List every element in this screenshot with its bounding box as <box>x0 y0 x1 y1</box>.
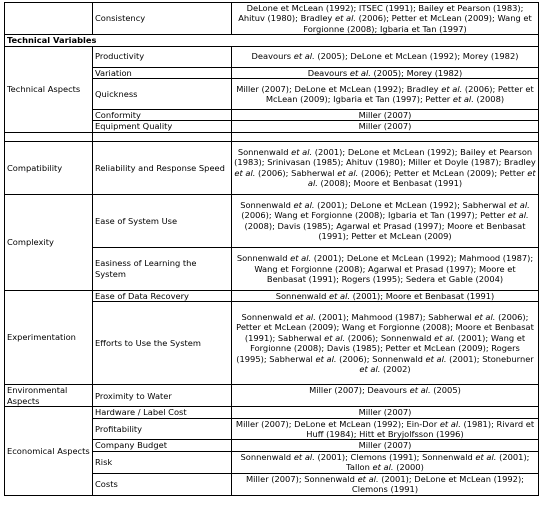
table-row <box>5 46 539 67</box>
table-row <box>5 141 539 194</box>
table-row <box>5 3 539 35</box>
criterion-cell: Ease of Data Recovery <box>93 290 232 301</box>
group-cell: Economical Aspects <box>5 407 93 495</box>
criterion-cell: Costs <box>93 473 232 495</box>
spacer-cell <box>232 132 539 141</box>
group-cell-empty <box>5 3 93 35</box>
criterion-cell: Proximity to Water <box>93 385 232 407</box>
table-row <box>5 385 539 407</box>
references-cell: Miller (2007); DeLone et McLean (1992); Bradley et al. (2006); Petter et McLean (2009); Igbaria et Tan (1997); Petter et al. (2008) <box>232 79 539 110</box>
criterion-cell: Efforts to Use the System <box>93 302 232 385</box>
section-title: Technical Variables <box>5 35 539 46</box>
criterion-cell: Conformity <box>93 110 232 121</box>
criterion-cell: Consistency <box>93 3 232 35</box>
section-header-row <box>5 35 539 46</box>
criterion-cell: Quickness <box>93 79 232 110</box>
references-cell: Sonnenwald et al. (2001); DeLone et McLean (1992); Sabherwal et al. (2006); Wang et Forgionne (2008); Igbaria et Tan (1997); Petter et al. (2008); Davis (1985); Agarwal et Prasad (1997); Moore et Benbasat (1991); Petter et McLean (2009) <box>232 194 539 247</box>
spacer-cell <box>5 132 93 141</box>
references-cell: Miller (2007) <box>232 407 539 418</box>
group-cell: Technical Aspects <box>5 46 93 132</box>
criterion-cell: Ease of System Use <box>93 194 232 247</box>
criterion-cell: Equipment Quality <box>93 121 232 132</box>
references-cell: Sonnenwald et al. (2001); DeLone et McLean (1992); Mahmood (1987); Wang et Forgionne (2008); Agarwal et Prasad (1997); Moore et Benbasat (1991); Rogers (1995); Sedera et Gable (2004) <box>232 247 539 290</box>
spacer-cell <box>93 132 232 141</box>
table-row <box>5 290 539 301</box>
group-cell: Compatibility <box>5 141 93 194</box>
references-cell: Sonnenwald et al. (2001); DeLone et McLean (1992); Bailey et Pearson (1983); Srinivasan (1985); Ahituv (1980); Miller et Doyle (1987); Bradley et al. (2006); Sabherwal et al. (2006); Petter et McLean (2009); Petter et al. (2008); Moore et Benbasat (1991) <box>232 141 539 194</box>
references-cell: Miller (2007) <box>232 110 539 121</box>
criterion-cell: Profitability <box>93 418 232 440</box>
group-cell: Complexity <box>5 194 93 290</box>
criterion-cell: Variation <box>93 67 232 78</box>
group-cell: Experimentation <box>5 290 93 384</box>
criterion-cell: Reliability and Response Speed <box>93 141 232 194</box>
references-cell: Miller (2007) <box>232 440 539 451</box>
criterion-cell: Easiness of Learning the System <box>93 247 232 290</box>
references-table <box>4 2 539 496</box>
table-row <box>5 194 539 247</box>
references-cell: Miller (2007) <box>232 121 539 132</box>
spacer-row <box>5 132 539 141</box>
references-cell: Sonnenwald et al. (2001); Moore et Benbasat (1991) <box>232 290 539 301</box>
references-cell: DeLone et McLean (1992); ITSEC (1991); Bailey et Pearson (1983); Ahituv (1980); Bradley et al. (2006); Petter et McLean (2009); Wang et Forgionne (2008); Igbaria et Tan (1997) <box>232 3 539 35</box>
criterion-cell: Risk <box>93 451 232 473</box>
criterion-cell: Productivity <box>93 46 232 67</box>
references-cell: Sonnenwald et al. (2001); Clemons (1991); Sonnenwald et al. (2001); Tallon et al. (2000) <box>232 451 539 473</box>
references-cell: Miller (2007); Sonnenwald et al. (2001); DeLone et McLean (1992); Clemons (1991) <box>232 473 539 495</box>
references-cell: Sonnenwald et al. (2001); Mahmood (1987); Sabherwal et al. (2006); Petter et McLean (2009); Wang et Forgionne (2008); Moore et Benbasat (1991); Sabherwal et al. (2006); Sonnenwald et al. (2001); Wang et Forgionne (2008); Davis (1985); Petter et McLean (2009); Rogers (1995); Sabherwal et al. (2006); Sonnenwald et al. (2001); Stoneburner et al. (2002) <box>232 302 539 385</box>
criterion-cell: Company Budget <box>93 440 232 451</box>
criterion-cell: Hardware / Label Cost <box>93 407 232 418</box>
references-cell: Deavours et al. (2005); DeLone et McLean (1992); Morey (1982) <box>232 46 539 67</box>
table-row <box>5 407 539 418</box>
group-cell: Environmental Aspects <box>5 385 93 407</box>
references-cell: Deavours et al. (2005); Morey (1982) <box>232 67 539 78</box>
references-cell: Miller (2007); DeLone et McLean (1992); Ein-Dor et al. (1981); Rivard et Huff (1984); Hitt et Bryjolfsson (1996) <box>232 418 539 440</box>
references-cell: Miller (2007); Deavours et al. (2005) <box>232 385 539 407</box>
